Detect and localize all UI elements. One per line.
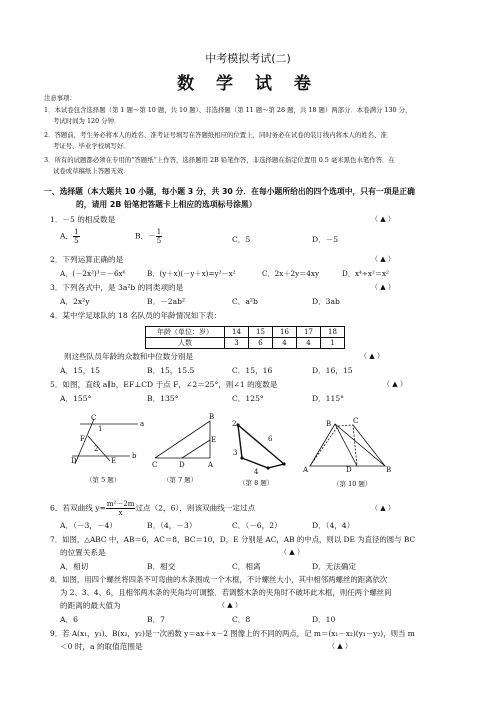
label: D — [346, 466, 352, 474]
label: B — [209, 413, 215, 421]
answer-mark: （ ▲ ） — [218, 601, 242, 609]
answer-mark: （ ▲ ） — [371, 283, 395, 291]
answer-mark: （ ▲ ） — [280, 548, 304, 556]
answer-mark: （ ▲ ） — [360, 352, 384, 360]
label: D — [179, 461, 185, 469]
q7-option-b: B．相交 — [147, 562, 176, 571]
q1-option-c: C．5 — [232, 235, 251, 244]
table-cell: 人数 — [146, 338, 225, 349]
q8-option-c: C．8 — [232, 615, 251, 624]
question-9-line: 9．若 A(x₁，y₁)、B(x₂，y₂)是一次函数 y＝ax＋x－2 图像上的不同的两点，记 m＝(x₁－x₂)(y₁－y₂)，则当 m — [50, 629, 415, 638]
question-1-stem: 1．－5 的相反数是 — [50, 215, 116, 224]
table-cell: 15 — [249, 327, 273, 338]
q1-option-b: B．－ $\frac{1}{5}$ — [135, 228, 162, 245]
label: C — [152, 461, 158, 469]
label: C — [91, 414, 97, 422]
answer-mark: （ ▲ ） — [328, 642, 352, 650]
question-3-stem: 3．下列各式中，是 3a²b 的同类项的是 — [50, 283, 184, 292]
question-7-line: 7．如图，△ABC 中，AB＝6，AC＝8，BC＝10，D，E 分别是 AC，AB 的中点，则以 DE 为直径的圆与 BC — [50, 535, 416, 544]
q6-option-a: A．（－3，－4） — [60, 521, 117, 530]
label: E — [111, 457, 117, 465]
q6-option-b: B．（4，－3） — [147, 521, 197, 530]
question-8-line: 的距离的最大值为 — [60, 601, 121, 610]
q4-option-c: C．15，16 — [232, 366, 273, 375]
label: F — [80, 435, 85, 443]
q5-option-a: A．155° — [60, 394, 92, 403]
figure-10 — [310, 424, 385, 466]
question-2-stem: 2．下列运算正确的是 — [50, 255, 124, 264]
table-cell: 17 — [297, 327, 321, 338]
table-cell: 18 — [321, 327, 345, 338]
q3-option-c: C．a²b — [232, 297, 258, 306]
label: 1 — [98, 425, 103, 433]
label: E — [211, 436, 217, 444]
segment-bb — [353, 425, 385, 466]
q7-option-a: A．相切 — [60, 562, 89, 571]
q8-option-d: D．10 — [312, 615, 336, 624]
question-9-line: ＜0 时，a 的取值范围是 — [60, 642, 143, 651]
answer-mark: （ ▲ ） — [371, 215, 395, 223]
note-line: 考试时间为 120 分钟． — [53, 117, 121, 125]
q2-option-a: A．(－2x²)³＝－6x⁶ — [60, 269, 126, 278]
table-cell: 14 — [225, 327, 249, 338]
note-line: 2．答题前，考生务必将本人的姓名、准考证号填写在答题纸相应的位置上，同时务必在试卷的装订线内将本人的姓名、准 — [44, 131, 387, 139]
q5-option-c: C．125° — [232, 394, 264, 403]
segment-cd — [335, 424, 357, 466]
table-cell: 6 — [249, 338, 273, 349]
screw — [236, 423, 239, 426]
figure-5-caption: （第 5 题） — [86, 476, 121, 484]
q7-option-c: C．相离 — [232, 562, 261, 571]
figure-7-caption: （第 7 题） — [163, 476, 198, 484]
label: B — [326, 420, 332, 428]
answer-mark: （ ▲ ） — [383, 380, 407, 388]
q6-option-c: C．（－6，2） — [232, 521, 282, 530]
figure-7 — [155, 421, 210, 458]
screw — [240, 456, 243, 459]
label: a — [140, 420, 145, 428]
q4-option-a: A．15，15 — [60, 366, 100, 375]
section-heading: 一、选择题（本大题共 10 小题，每小题 3 分，共 30 分．在每小题所给出的四个选项中，只有一项是正确 — [44, 187, 415, 196]
triangle-abc — [155, 421, 210, 458]
label: A — [303, 466, 309, 474]
figure-5-labels — [71, 414, 144, 465]
label: A — [208, 461, 214, 469]
segment-de — [182, 440, 210, 458]
table-cell: 4 — [273, 338, 297, 349]
figure-7-labels — [152, 413, 216, 469]
q3-option-a: A．2x²y — [60, 297, 90, 306]
label: D — [71, 457, 77, 465]
note-line: 考证号、毕业学校填写好． — [53, 142, 130, 150]
table-cell: 4 — [297, 338, 321, 349]
q2-option-b: B．(y＋x)(－y＋x)=y²－x² — [147, 269, 236, 278]
question-8-line: 为 2、3、4、6，且相邻两木条的夹角均可调整．若调整木条的夹角时不破坏此木框，则任两个螺丝间 — [60, 588, 392, 597]
q7-option-d: D．无法确定 — [312, 562, 357, 571]
note-line: 试卷或草稿纸上答题无效． — [53, 167, 130, 175]
section-heading: 的，请用 2B 铅笔把答题卡上相应的选项标号涂黑） — [76, 200, 257, 209]
q3-option-b: B．－2ab² — [147, 297, 186, 306]
q6-option-d: D．（4，4） — [312, 521, 355, 530]
exam-title: 数 学 试 卷 — [177, 74, 319, 94]
screw — [282, 462, 285, 465]
question-6-stem: 6．若双曲线 y= $\frac{\text{m²－2m}}{x}$ 过点（2，6），则该双曲线一定过点 — [50, 500, 256, 517]
note-line: 1．本试卷包含选择题（第 1 题～第 10 题，共 10 题）、非选择题（第 11 题～第 28 题，共 18 题）两部分．本卷满分 130 分， — [44, 106, 412, 114]
line-ef — [88, 436, 110, 461]
table-cell: 年龄（单位：岁） — [146, 327, 225, 338]
exam-subtitle: 中考模拟考试(二) — [205, 52, 291, 65]
question-7-line: 的位置关系是 — [60, 548, 106, 557]
question-4-sub: 则这些队员年龄的众数和中位数分别是 — [64, 352, 194, 361]
question-8-line: 8．如图，用四个螺丝将四条不可弯曲的木条围成一个木框，不计螺丝大小，其中相邻两螺丝的距离依次 — [50, 575, 388, 584]
q5-option-b: B．135° — [147, 394, 179, 403]
q4-option-d: D．16，15 — [312, 366, 353, 375]
label: C — [353, 417, 359, 425]
figure-10-caption: （第 10 题） — [333, 480, 372, 488]
table-cell: 16 — [273, 327, 297, 338]
fold-lines — [310, 425, 357, 466]
figure-8 — [238, 425, 284, 468]
question-5-stem: 5．如图，直线 a∥b，EF⊥CD 于点 F，∠2＝25°，则∠1 的度数是 — [50, 380, 278, 389]
answer-mark: （ ▲ ） — [371, 504, 395, 512]
q8-option-b: B．7 — [147, 615, 166, 624]
q4-option-b: B．15，15.5 — [147, 366, 195, 375]
screw — [266, 466, 269, 469]
label: 2 — [94, 445, 99, 453]
label: 3 — [233, 449, 238, 457]
q2-option-c: C．2x＋2y＝4xy — [262, 269, 320, 278]
q1-option-a: A． $\frac{1}{5}$ — [60, 228, 79, 245]
notes-heading: 注意事项： — [44, 94, 76, 102]
label: b — [132, 452, 137, 460]
triangle-abc — [310, 424, 385, 466]
q8-option-a: A．6 — [60, 615, 78, 624]
q3-option-d: D．3ab — [312, 297, 340, 306]
q2-option-d: D．x⁴÷x²＝x² — [342, 269, 389, 278]
question-4-stem: 4．某中学足球队的 18 名队员的年龄情况如下表： — [50, 311, 222, 320]
note-line: 3．所有的试题都必须在专用的“答题纸”上作答，选择题用 2B 铅笔作答，非选择题在指定位置用 0.5 毫米黑色水笔作答．在 — [44, 156, 395, 164]
label: 6 — [268, 435, 273, 443]
table-cell: 3 — [225, 338, 249, 349]
label: 4 — [254, 468, 259, 476]
label: B — [386, 466, 392, 474]
q5-option-d: D．115° — [312, 394, 344, 403]
figure-8-caption: （第 8 题） — [239, 479, 274, 487]
answer-mark: （ ▲ ） — [371, 255, 395, 263]
label: 2 — [232, 420, 237, 428]
q1-option-d: D．－5 — [312, 235, 339, 244]
table-cell: 1 — [321, 338, 345, 349]
wooden-frame — [238, 425, 284, 468]
